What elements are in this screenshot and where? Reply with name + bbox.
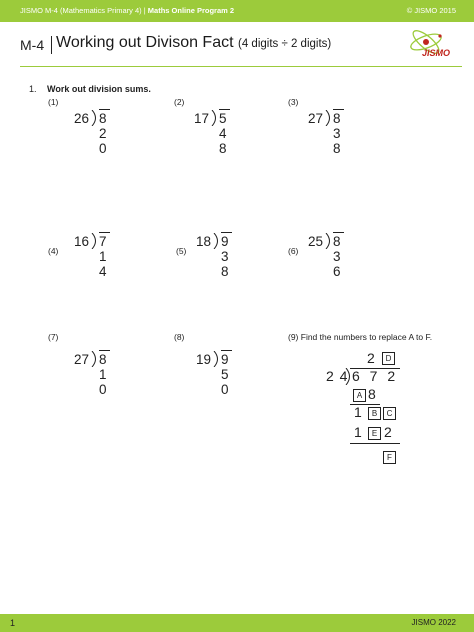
ld-dividend: 6 7 2 <box>352 368 399 384</box>
box-b: B <box>368 407 381 420</box>
subtraction-line-2 <box>350 443 400 444</box>
divisor: 25 <box>308 234 324 249</box>
box-e: E <box>368 427 381 440</box>
dividend: 7 1 4 <box>99 234 110 279</box>
worksheet-code: M-4 <box>20 37 45 53</box>
divisor: 27 <box>74 352 90 367</box>
divisor: 19 <box>196 352 212 367</box>
box-a: A <box>353 389 366 402</box>
page-number: 1 <box>10 618 16 628</box>
dividend: 9 5 0 <box>221 352 232 397</box>
logo-text: JISMO <box>422 48 451 58</box>
ld-row4-last: 2 <box>384 424 392 440</box>
top-banner <box>0 0 474 22</box>
header-copyright: © JISMO 2015 <box>406 6 456 15</box>
ld-row4-digit: 1 <box>354 424 362 440</box>
box-c: C <box>383 407 396 420</box>
dividend: 8 2 0 <box>99 111 110 156</box>
header-left: JISMO M-4 (Mathematics Primary 4) | Maths Online Program 2 <box>20 6 235 15</box>
problem-7-label: (7) <box>48 332 59 342</box>
page-title: Working out Divison Fact (4 digits ÷ 2 digits) <box>56 34 332 51</box>
ld-divisor: 2 4 <box>326 368 349 384</box>
dividend: 5 4 8 <box>219 111 230 156</box>
problem-3-label: (3) <box>288 97 299 107</box>
question-1-instruction: 1. Work out division sums. <box>29 84 151 94</box>
divisor: 17 <box>194 111 210 126</box>
problem-4-label: (4) <box>48 246 59 256</box>
problem-2-label: (2) <box>174 97 185 107</box>
divisor: 18 <box>196 234 212 249</box>
page-subtitle: (4 digits ÷ 2 digits) <box>238 38 332 50</box>
problem-6-label: (6) <box>288 246 299 256</box>
divisor: 16 <box>74 234 90 249</box>
footer-text: JISMO 2022 <box>411 618 456 627</box>
question-9-instruction: (9) Find the numbers to replace A to F. <box>288 332 433 342</box>
dividend: 9 3 8 <box>221 234 232 279</box>
dividend: 8 3 8 <box>333 111 344 156</box>
ld-row2-digit: 8 <box>368 386 376 402</box>
dividend: 8 3 6 <box>333 234 344 279</box>
problem-8-label: (8) <box>174 332 185 342</box>
problem-1-label: (1) <box>48 97 59 107</box>
divisor: 27 <box>308 111 324 126</box>
title-separator <box>51 36 52 54</box>
box-d: D <box>382 352 395 365</box>
dividend: 8 1 0 <box>99 352 110 397</box>
divisor: 26 <box>74 111 90 126</box>
quotient-digit: 2 <box>367 350 375 366</box>
footer-bar <box>0 614 474 632</box>
ld-row3-digit: 1 <box>354 404 362 420</box>
problem-5-label: (5) <box>176 246 187 256</box>
box-f: F <box>383 451 396 464</box>
title-divider <box>20 66 462 67</box>
